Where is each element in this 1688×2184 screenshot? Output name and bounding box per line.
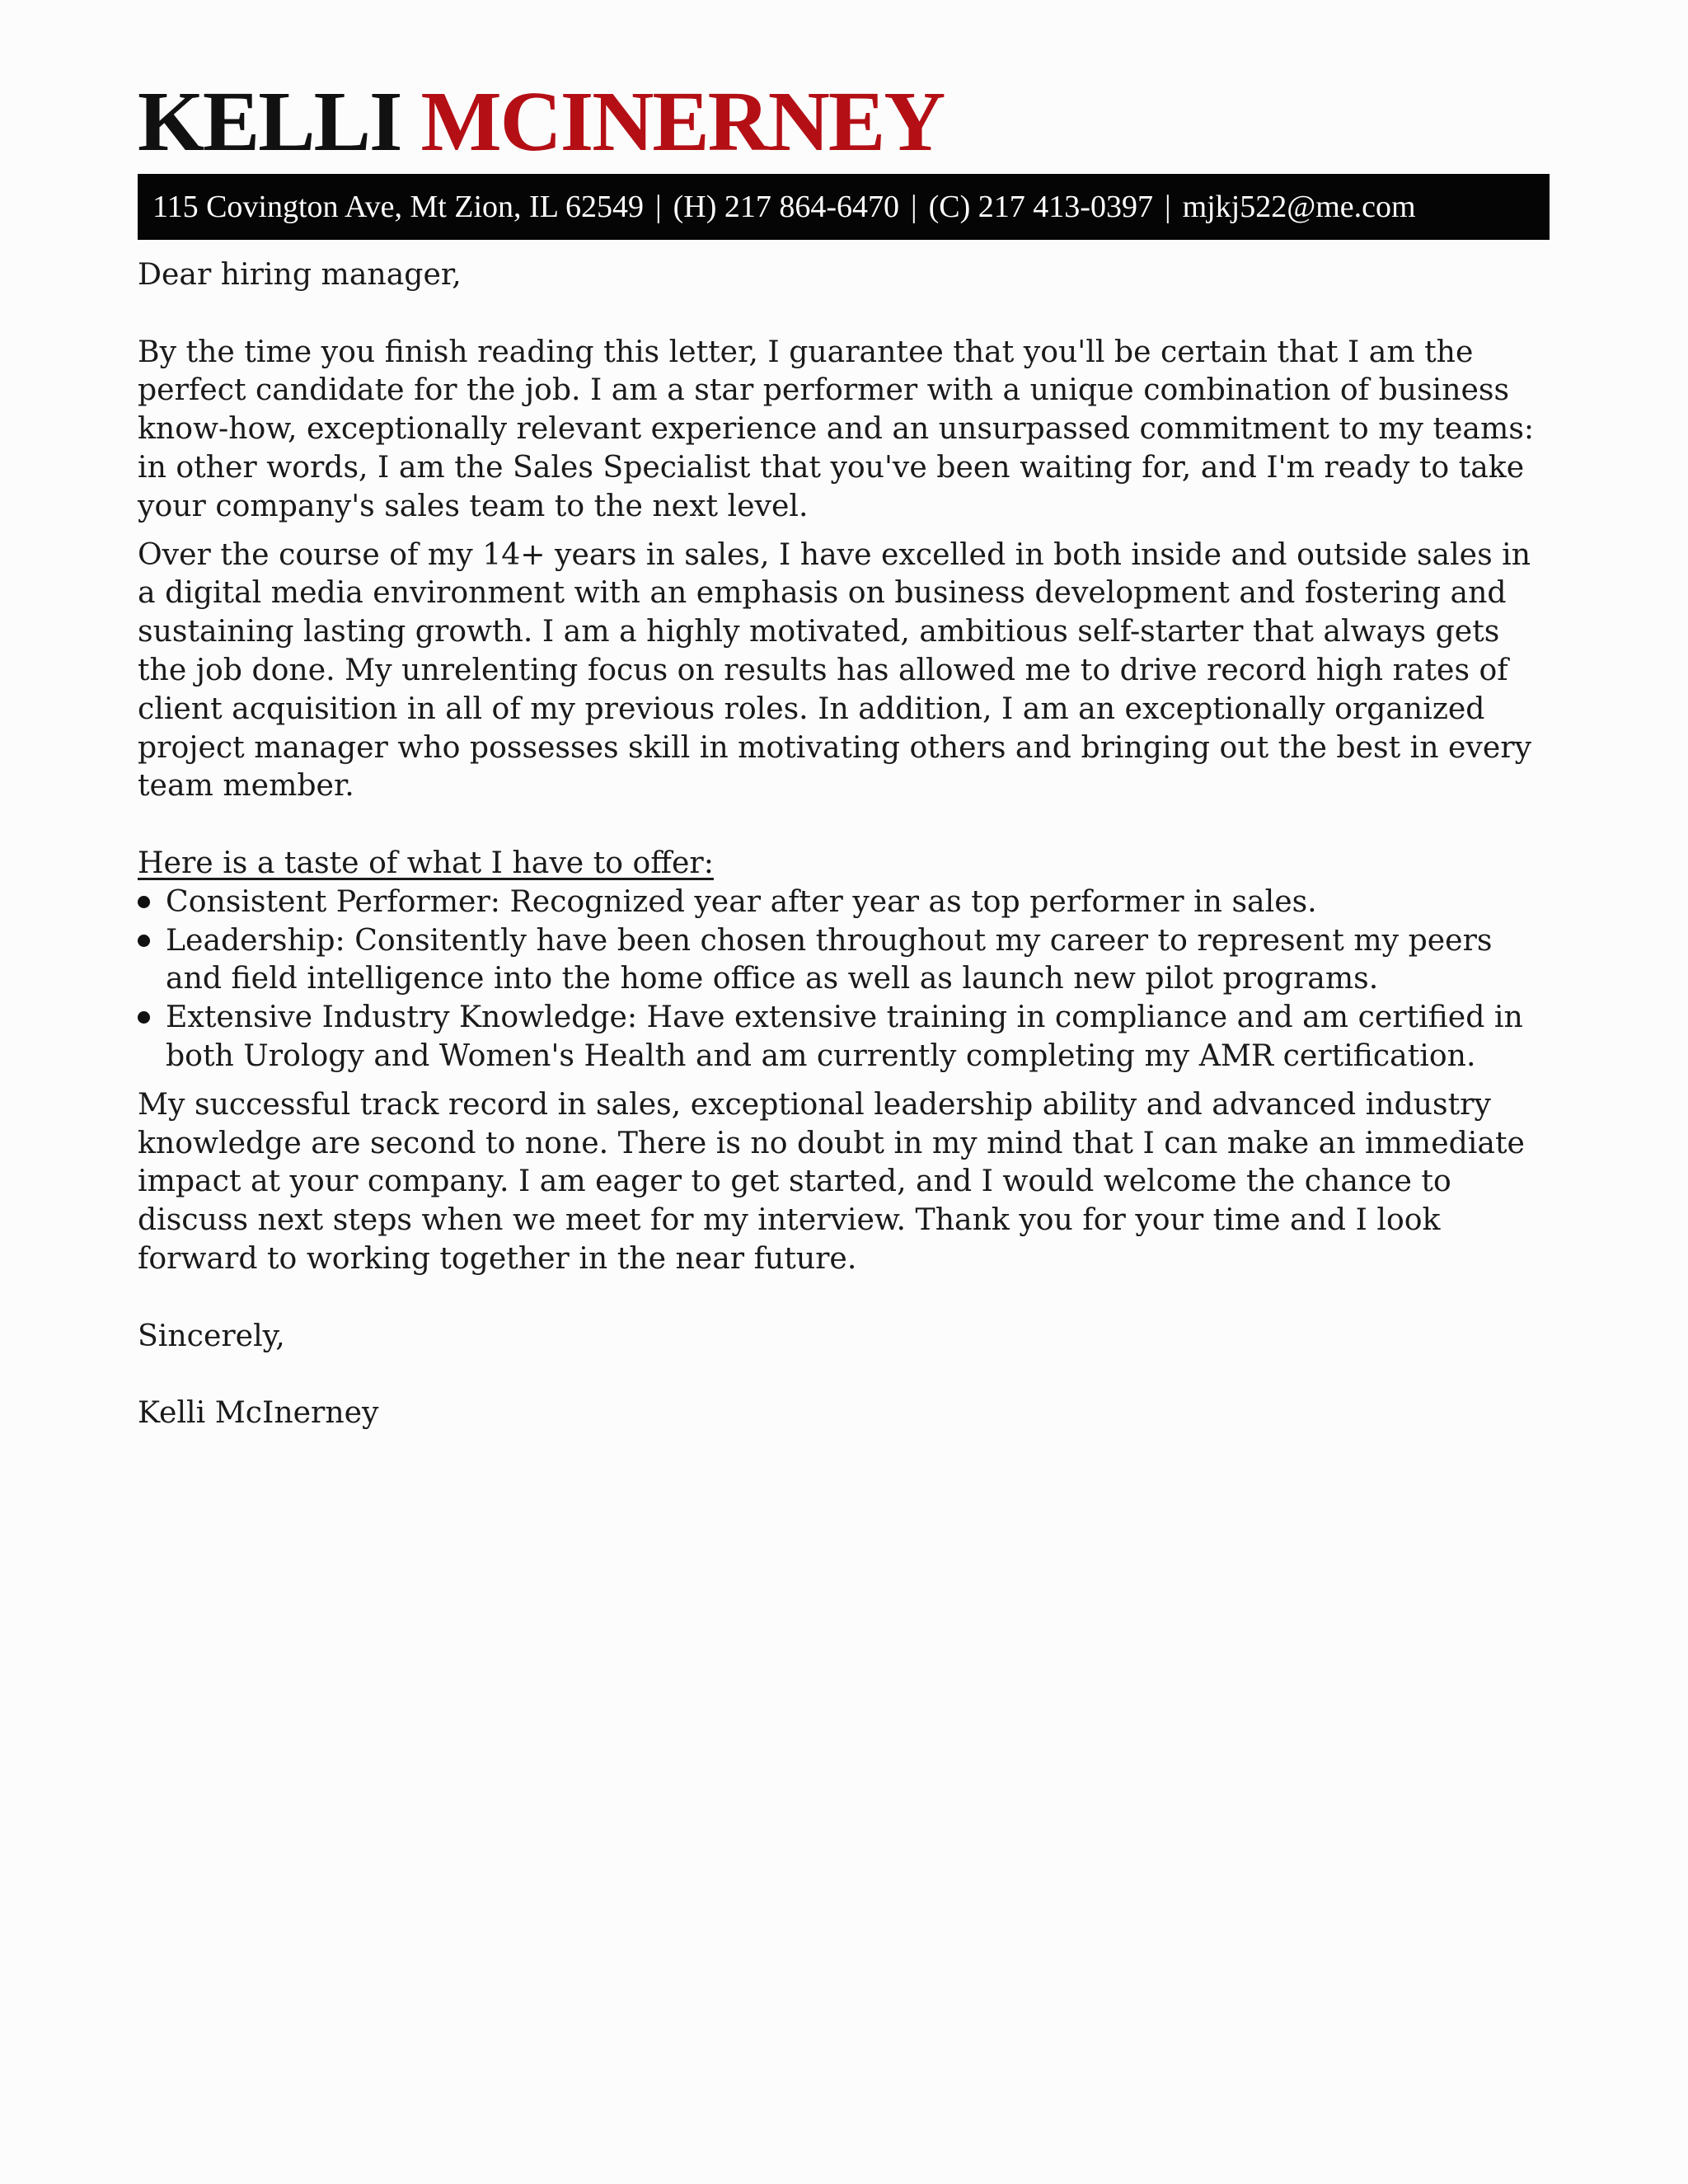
last-name: MCINERNEY <box>420 74 945 169</box>
closing: Sincerely, <box>138 1317 285 1353</box>
paragraph-experience: Over the course of my 14+ years in sales, I have excelled in both inside and outside sales in a digital media environment with an emphasis on business development and fostering and sustaining lasting growth. I am a highly motivated, ambitious self-starter that always gets the job done. My unrelenting focus on results has allowed me to drive record high rates of client acquisition in all of my previous roles. In addition, I am an exceptionally organized project manager who possesses skill in motivating others and bringing out the best in every team member. <box>138 536 1532 804</box>
paragraph-closing: My successful track record in sales, exceptional leadership ability and advanced industry knowledge are second to none. There is no doubt in my mind that I can make an immediate impact at your company. I am eager to get started, and I would welcome the chance to discuss next steps when we meet for my interview. Thank you for your time and I look forward to working together in the near future. <box>138 1085 1525 1276</box>
list-item <box>138 998 1550 1076</box>
contact-separator: | <box>1164 190 1171 224</box>
applicant-name <box>138 74 1550 171</box>
offer-heading: Here is a taste of what I have to offer: <box>138 844 714 880</box>
contact-bar <box>138 174 1550 240</box>
contact-separator: | <box>655 190 662 224</box>
list-item-text: Consistent Performer: Recognized year after year as top performer in sales. <box>166 883 1317 919</box>
bullet-icon <box>138 935 150 947</box>
cover-letter-page <box>138 74 1550 1431</box>
list-item <box>138 921 1550 999</box>
home-phone: (H) 217 864-6470 <box>673 190 900 224</box>
first-name: KELLI <box>138 74 401 169</box>
contact-separator: | <box>911 190 917 224</box>
email: mjkj522@me.com <box>1182 190 1416 224</box>
offer-list <box>138 883 1550 1076</box>
salutation: Dear hiring manager, <box>138 256 462 292</box>
signature: Kelli McInerney <box>138 1394 379 1431</box>
list-item <box>138 883 1550 921</box>
address: 115 Covington Ave, Mt Zion, IL 62549 <box>152 190 645 224</box>
letter-body <box>138 255 1550 1432</box>
cell-phone: (C) 217 413-0397 <box>928 190 1153 224</box>
bullet-icon <box>138 1011 150 1024</box>
list-item-text: Leadership: Consitently have been chosen throughout my career to represent my peers and field intelligence into the home office as well as launch new pilot programs. <box>166 921 1493 996</box>
paragraph-intro: By the time you finish reading this letter, I guarantee that you'll be certain that I am the perfect candidate for the job. I am a star performer with a unique combination of business know-how, exceptionally relevant experience and an unsurpassed commitment to my teams: in other words, I am the Sales Specialist that you've been waiting for, and I'm ready to take your company's sales team to the next level. <box>138 333 1535 523</box>
bullet-icon <box>138 896 150 908</box>
list-item-text: Extensive Industry Knowledge: Have extensive training in compliance and am certified in both Urology and Women's Health and am currently completing my AMR certification. <box>166 999 1523 1073</box>
